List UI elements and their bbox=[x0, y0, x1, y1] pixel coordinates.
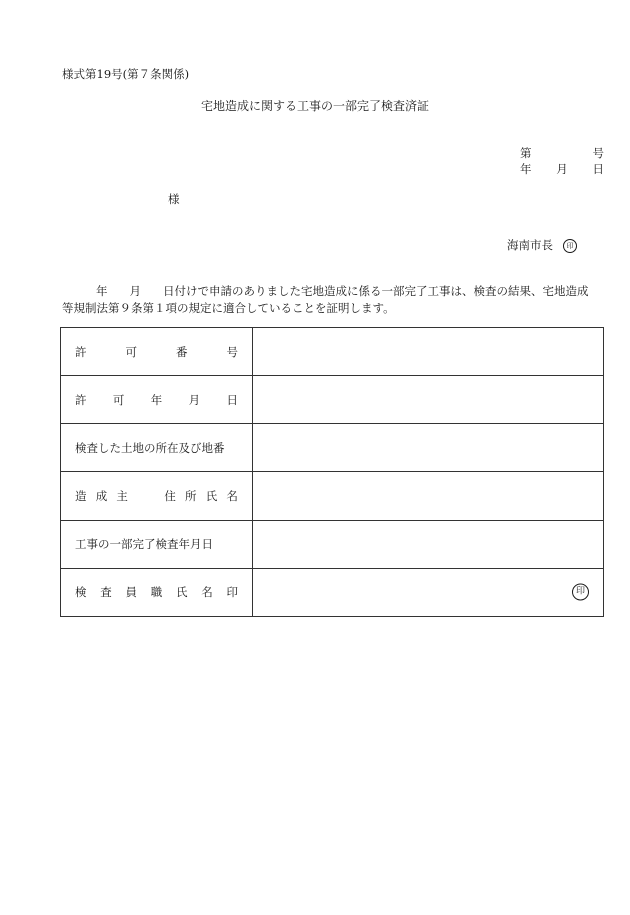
label-char: 名 bbox=[201, 585, 213, 600]
seal-icon: 印 bbox=[572, 584, 589, 601]
label-char: 可 bbox=[112, 392, 125, 407]
label-char: 日 bbox=[226, 392, 238, 407]
row-label bbox=[61, 472, 253, 520]
label-char: 氏 bbox=[205, 489, 218, 504]
body-month: 月 bbox=[129, 284, 141, 298]
label-char: 検査した土地の所在及び地番 bbox=[75, 440, 225, 455]
document-date bbox=[520, 161, 604, 177]
date-year: 年 bbox=[520, 162, 532, 176]
label-char: 成 bbox=[95, 489, 108, 504]
document-number bbox=[520, 145, 604, 161]
addressee-honorific: 様 bbox=[168, 192, 180, 206]
certification-text bbox=[62, 283, 606, 317]
developer-row bbox=[61, 472, 604, 520]
label-char: 職 bbox=[150, 585, 163, 600]
row-value[interactable] bbox=[253, 328, 604, 376]
label-char: 号 bbox=[226, 344, 238, 359]
label-char: 主 bbox=[116, 489, 128, 504]
body-line2: 等規制法第９条第１項の規定に適合していることを証明します。 bbox=[62, 301, 395, 315]
inspection-date-row bbox=[61, 520, 604, 568]
document-number-suffix: 号 bbox=[592, 146, 604, 160]
inspection-table bbox=[60, 327, 604, 617]
label-char: 工事の一部完了検査年月日 bbox=[75, 537, 213, 552]
row-value[interactable] bbox=[253, 568, 604, 616]
inspector-row bbox=[61, 568, 604, 616]
label-char: 許 bbox=[75, 392, 87, 407]
label-char: 可 bbox=[125, 344, 137, 359]
label-char bbox=[137, 488, 155, 504]
label-char: 検 bbox=[75, 585, 87, 600]
row-value[interactable] bbox=[253, 376, 604, 424]
label-char: 氏 bbox=[176, 585, 188, 600]
row-value[interactable] bbox=[253, 472, 604, 520]
issuer-name: 海南市長 bbox=[507, 238, 553, 252]
label-char: 査 bbox=[100, 585, 112, 600]
row-value[interactable] bbox=[253, 424, 604, 472]
row-value[interactable] bbox=[253, 520, 604, 568]
issuer bbox=[507, 237, 577, 253]
date-month: 月 bbox=[556, 162, 568, 176]
seal-icon: 印 bbox=[563, 239, 577, 253]
date-day: 日 bbox=[592, 162, 604, 176]
row-label bbox=[61, 568, 253, 616]
label-char: 造 bbox=[75, 489, 87, 504]
row-label bbox=[61, 424, 253, 472]
row-label bbox=[61, 328, 253, 376]
label-char: 年 bbox=[150, 392, 163, 407]
body-line1: 日付けで申請のありました宅地造成に係る一部完了工事は、検査の結果、宅地造成 bbox=[163, 284, 589, 298]
land-location-row bbox=[61, 424, 604, 472]
body-year: 年 bbox=[96, 284, 108, 298]
form-number: 様式第19号(第７条関係) bbox=[62, 67, 190, 81]
label-char: 月 bbox=[188, 392, 201, 407]
document-number-prefix: 第 bbox=[520, 146, 532, 160]
permit-date-row bbox=[61, 376, 604, 424]
permit-number-row bbox=[61, 328, 604, 376]
row-label bbox=[61, 376, 253, 424]
label-char: 番 bbox=[176, 344, 188, 359]
document-title: 宅地造成に関する工事の一部完了検査済証 bbox=[200, 99, 429, 113]
label-char: 印 bbox=[226, 585, 238, 600]
label-char: 所 bbox=[185, 489, 197, 504]
row-label bbox=[61, 520, 253, 568]
label-char: 員 bbox=[125, 585, 137, 600]
label-char: 名 bbox=[226, 489, 238, 504]
label-char: 住 bbox=[164, 489, 176, 504]
label-char: 許 bbox=[75, 344, 87, 359]
